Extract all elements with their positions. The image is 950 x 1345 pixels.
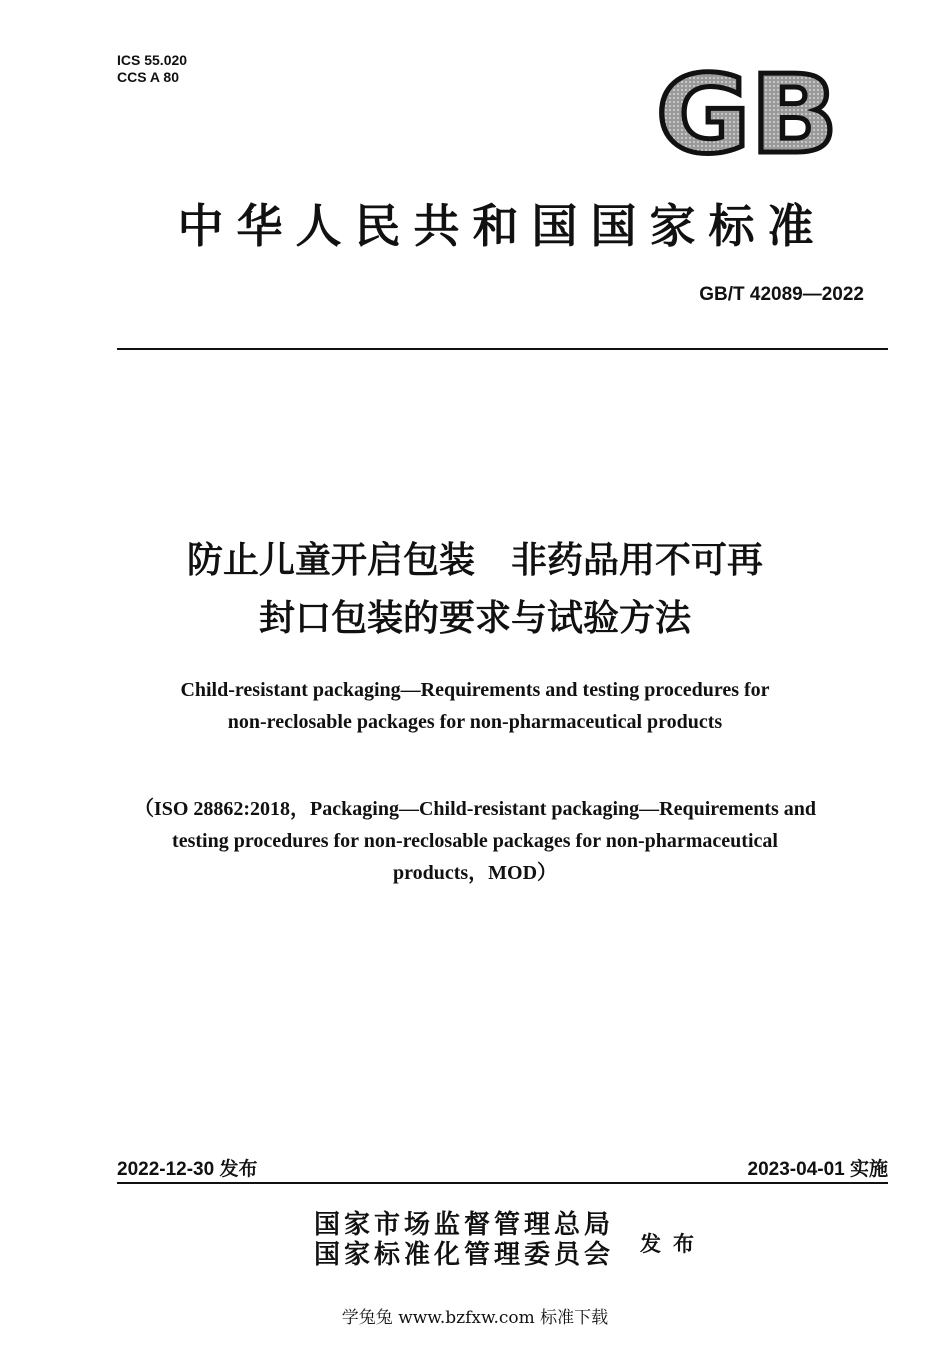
ccs-code: CCS A 80: [117, 69, 179, 85]
footer-divider: [117, 1182, 888, 1184]
issue-date: 2022-12-30 发布: [117, 1159, 258, 1180]
issuer-sac: 国家标准化管理委员会: [314, 1240, 615, 1270]
issuing-authorities: [314, 1210, 614, 1270]
iso-reference-line: testing procedures for non-reclosable packages for non-pharmaceutical: [172, 830, 778, 852]
standard-number: GB/T 42089—2022: [699, 284, 864, 305]
gb-logo: [652, 64, 842, 160]
publish-label: 发布: [640, 1231, 706, 1256]
issuer-samr: 国家市场监督管理总局: [314, 1210, 615, 1240]
header-divider: [117, 348, 888, 350]
ics-code: ICS 55.020: [117, 52, 188, 68]
footer-watermark: 学兔兔 www.bzfxw.com 标准下载: [341, 1308, 609, 1328]
english-title-line: Child-resistant packaging—Requirements and testing procedures for: [180, 679, 770, 701]
english-title: [60, 674, 890, 738]
chinese-title-line: 防止儿童开启包装 非药品用不可再: [186, 540, 763, 581]
chinese-title: [60, 532, 890, 648]
iso-reference: [60, 793, 890, 889]
classification-codes: [117, 52, 187, 86]
iso-reference-line: products，MOD）: [392, 862, 558, 884]
chinese-title-line: 封口包装的要求与试验方法: [258, 598, 691, 639]
national-standard-title: 中华人民共和国国家标准: [177, 199, 827, 253]
implementation-date: 2023-04-01 实施: [747, 1159, 888, 1180]
iso-reference-line: （ISO 28862:2018，Packaging—Child-resistant packaging—Requirements and: [133, 798, 817, 820]
svg-text:GB: GB: [656, 64, 838, 160]
english-title-line: non-reclosable packages for non-pharmaceutical products: [227, 711, 723, 733]
